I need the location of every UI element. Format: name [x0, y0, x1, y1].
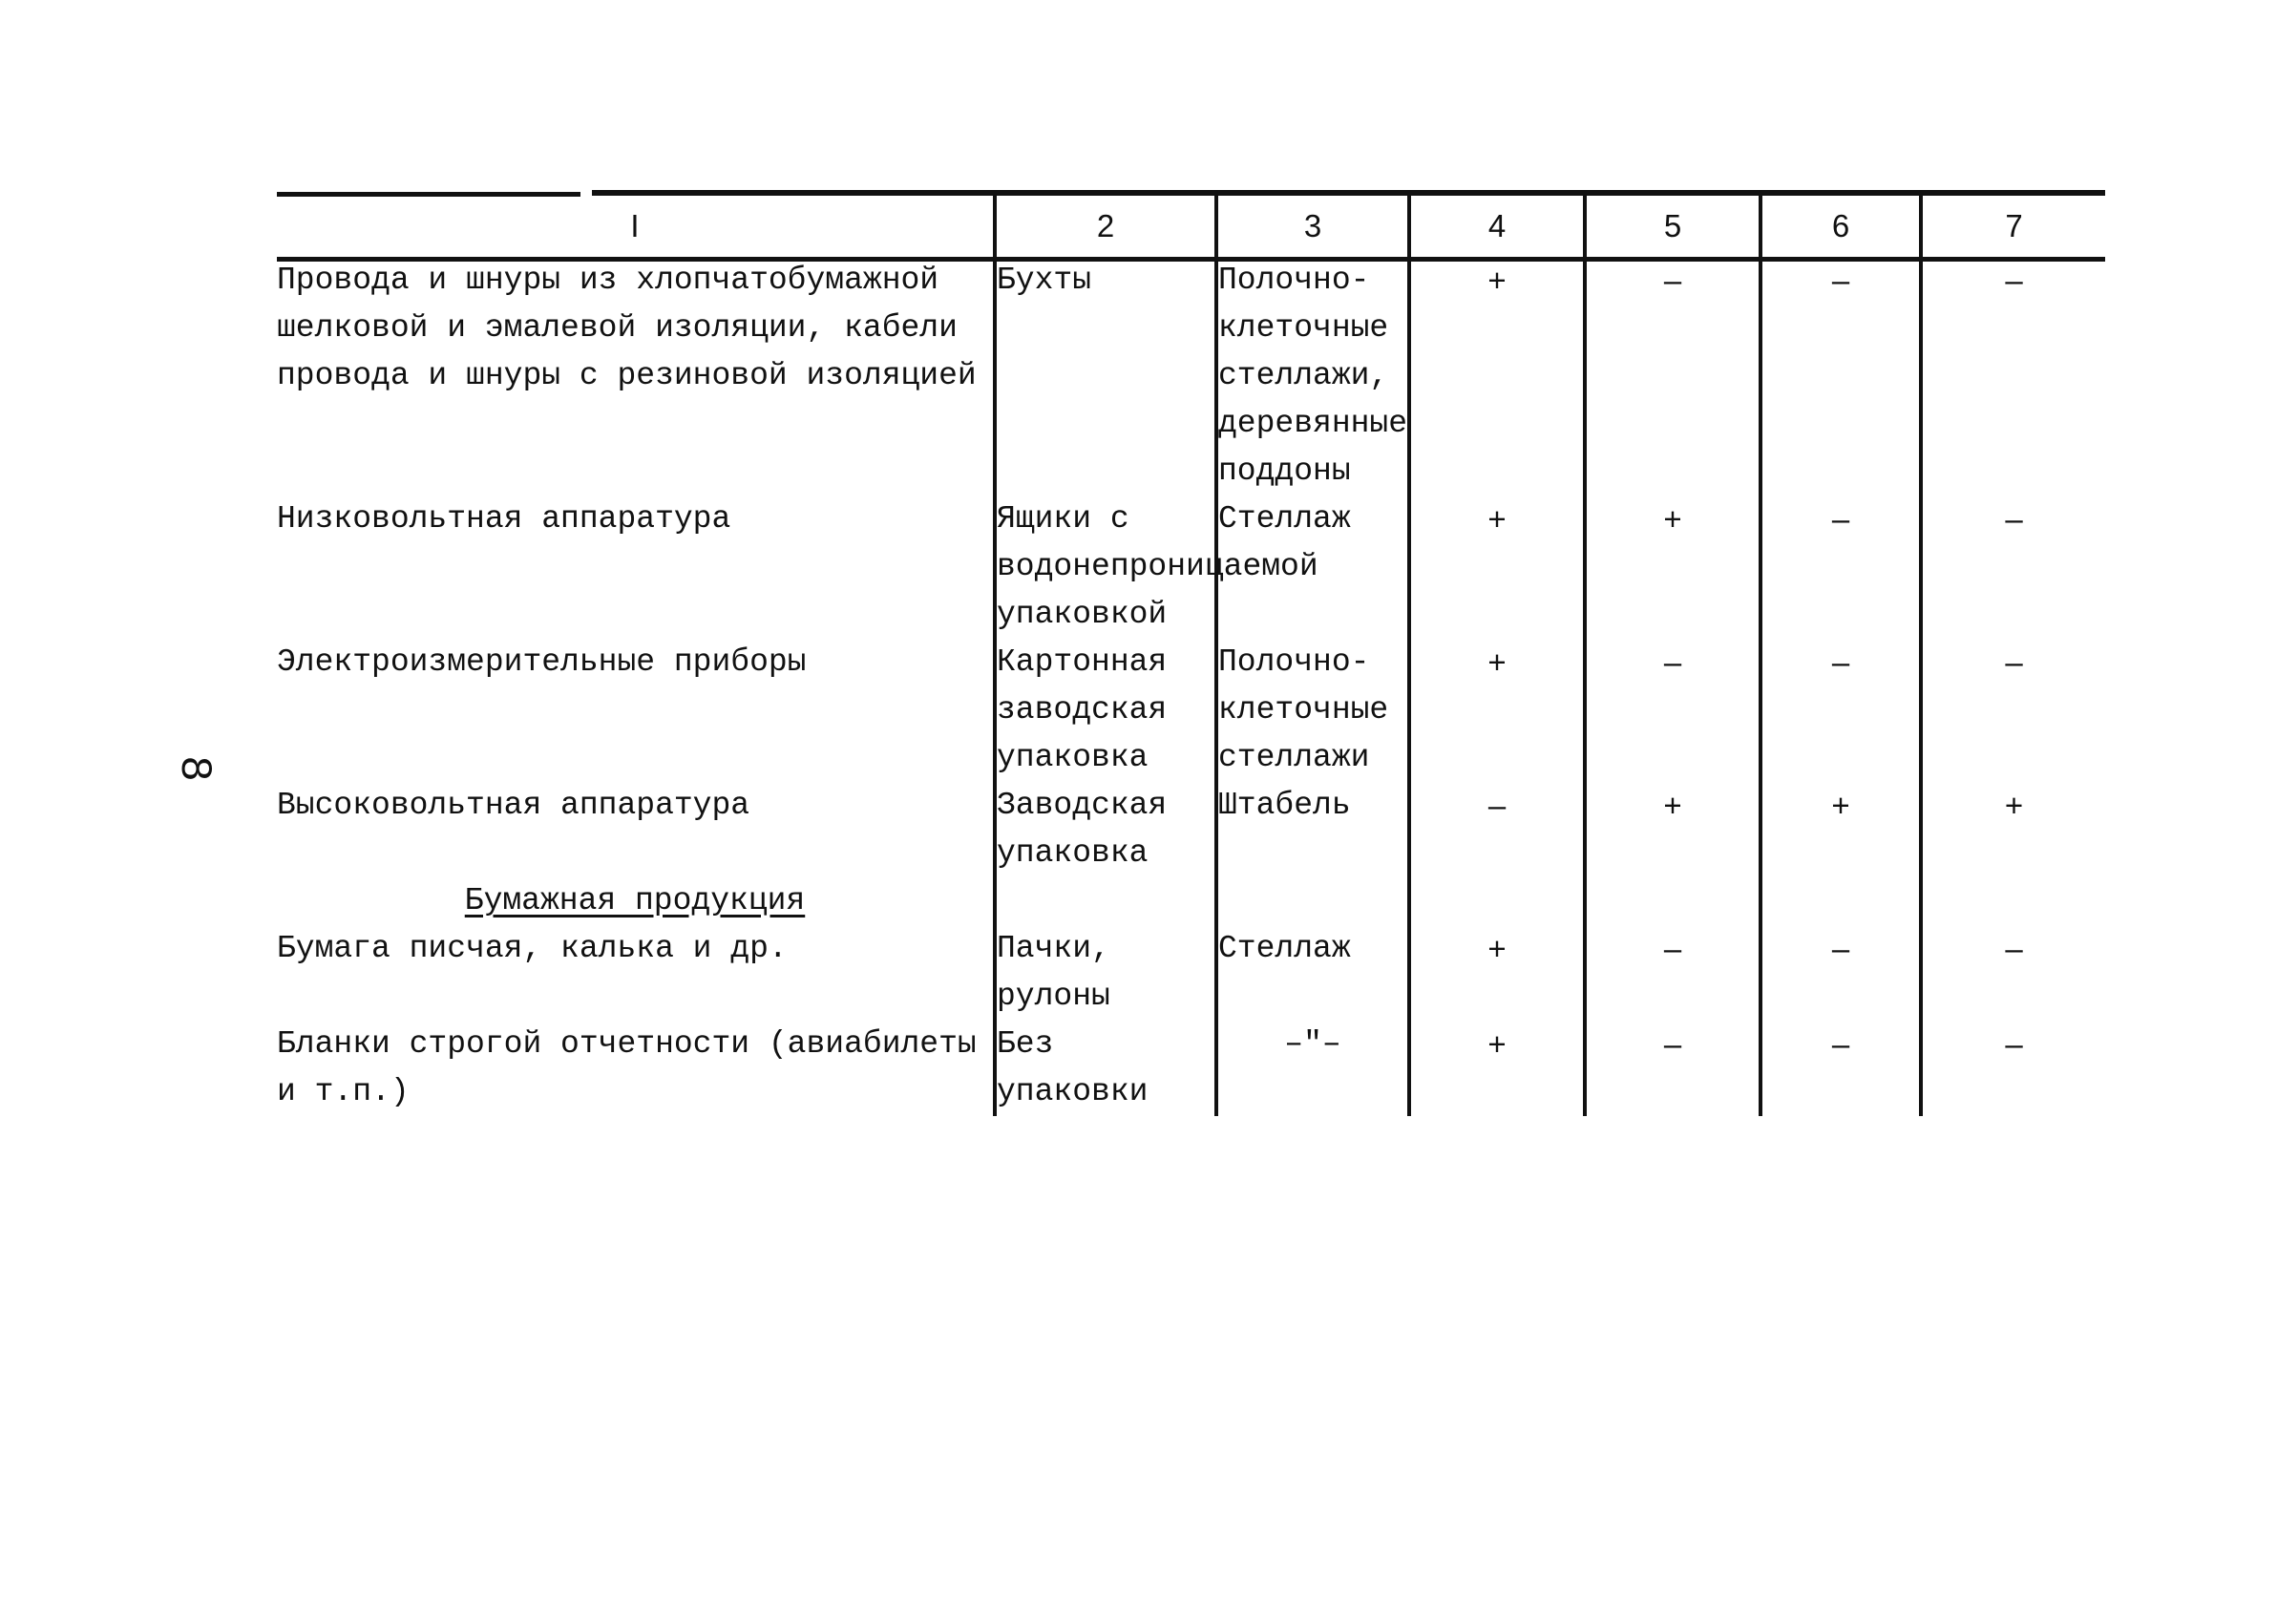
col-header-7: 7 — [1921, 196, 2105, 257]
item-name: Бланки строгой отчетности (авиабилеты и т.п.) — [277, 1026, 977, 1109]
col-header-6: 6 — [1760, 196, 1921, 257]
col-header-4: 4 — [1409, 196, 1585, 257]
col-header-5: 5 — [1585, 196, 1760, 257]
table-row — [277, 925, 2105, 1021]
mark-col-4: + — [1409, 496, 1585, 639]
item-packaging: Картонная заводская упаковка — [995, 639, 1216, 782]
mark-col-6: – — [1760, 1021, 1921, 1116]
item-packaging: Ящики с водонепроницаемой упаковкой — [995, 496, 1216, 639]
empty-cell — [1409, 877, 1585, 925]
item-storage: –"– — [1216, 1021, 1409, 1116]
empty-cell — [995, 877, 1216, 925]
section-heading-row — [277, 877, 2105, 925]
item-name: Электроизмерительные приборы — [277, 644, 807, 680]
empty-cell — [1216, 877, 1409, 925]
mark-col-7: – — [1921, 257, 2105, 496]
mark-col-4: + — [1409, 639, 1585, 782]
item-name: Низковольтная аппаратура — [277, 501, 731, 537]
item-name: Бумага писчая, калька и др. — [277, 931, 788, 966]
mark-col-5: – — [1585, 1021, 1760, 1116]
mark-col-5: – — [1585, 639, 1760, 782]
mark-col-7: – — [1921, 639, 2105, 782]
col-header-3: 3 — [1216, 196, 1409, 257]
mark-col-4: – — [1409, 782, 1585, 877]
mark-col-4: + — [1409, 257, 1585, 496]
storage-table — [277, 196, 2105, 1116]
table-row — [277, 257, 2105, 496]
mark-col-6: – — [1760, 257, 1921, 496]
table-row — [277, 496, 2105, 639]
empty-cell — [1585, 877, 1760, 925]
mark-col-7: – — [1921, 925, 2105, 1021]
empty-cell — [1760, 877, 1921, 925]
item-storage: Стеллаж — [1216, 925, 1409, 1021]
item-packaging: Пачки, рулоны — [995, 925, 1216, 1021]
mark-col-6: – — [1760, 496, 1921, 639]
mark-col-5: – — [1585, 925, 1760, 1021]
mark-col-5: + — [1585, 496, 1760, 639]
mark-col-5: – — [1585, 257, 1760, 496]
mark-col-7: – — [1921, 496, 2105, 639]
item-name: Провода и шнуры из хлопчатобумажной шелковой и эмалевой изоляции, кабели провода и шнуры с резиновой изоляцией — [277, 263, 977, 393]
mark-col-5: + — [1585, 782, 1760, 877]
item-storage: Полочно-клеточные стеллажи — [1216, 639, 1409, 782]
header-row — [277, 196, 2105, 257]
item-packaging: Бухты — [995, 257, 1216, 496]
table-row — [277, 782, 2105, 877]
table-row — [277, 639, 2105, 782]
item-storage: Полочно-клеточные стеллажи, деревянные поддоны — [1216, 257, 1409, 496]
mark-col-4: + — [1409, 1021, 1585, 1116]
col-header-1: I — [630, 208, 640, 243]
empty-cell — [1921, 877, 2105, 925]
page-number: 8 — [169, 755, 219, 782]
section-heading: Бумажная продукция — [464, 883, 806, 918]
item-packaging: Без упаковки — [995, 1021, 1216, 1116]
mark-col-7: + — [1921, 782, 2105, 877]
mark-col-6: + — [1760, 782, 1921, 877]
mark-col-6: – — [1760, 925, 1921, 1021]
item-packaging: Заводская упаковка — [995, 782, 1216, 877]
col-header-2: 2 — [995, 196, 1216, 257]
mark-col-4: + — [1409, 925, 1585, 1021]
mark-col-7: – — [1921, 1021, 2105, 1116]
section-heading-cell — [277, 877, 995, 925]
item-storage: Штабель — [1216, 782, 1409, 877]
mark-col-6: – — [1760, 639, 1921, 782]
item-name: Высоковольтная аппаратура — [277, 788, 750, 823]
item-storage: Стеллаж — [1216, 496, 1409, 639]
table-row — [277, 1021, 2105, 1116]
